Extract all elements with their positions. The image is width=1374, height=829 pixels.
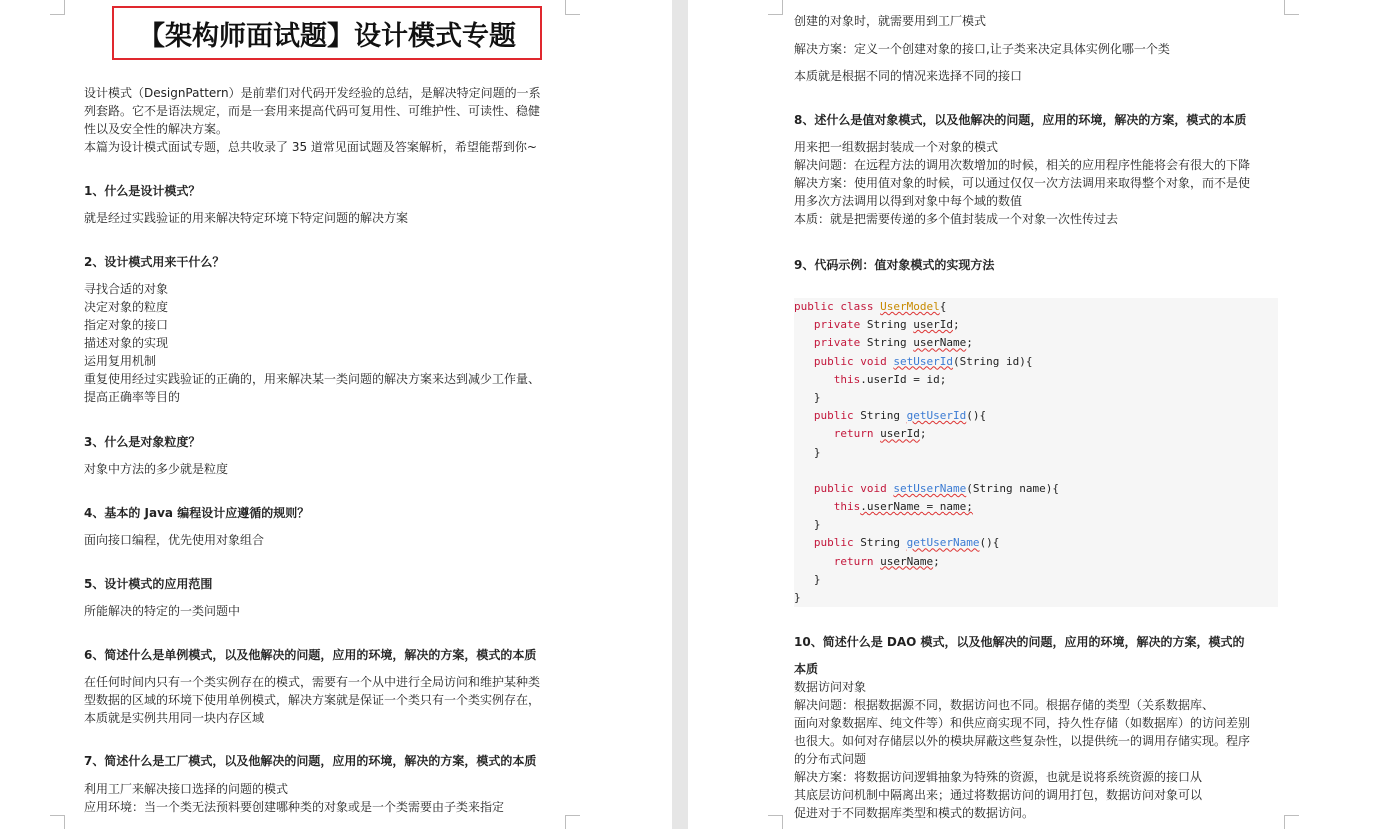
intro-line: 本篇为设计模式面试专题，总共收录了 35 道常见面试题及答案解析，希望能帮到你~ — [84, 140, 537, 154]
answer-line: 用多次方法调用以得到对象中每个域的数值 — [794, 194, 1023, 208]
answer-block — [794, 138, 1250, 228]
code-type: String — [866, 318, 907, 332]
page-corner-mark — [768, 815, 783, 829]
code-token: } — [813, 518, 821, 532]
code-token: } — [794, 591, 801, 604]
answer-block — [84, 780, 504, 816]
code-token: } — [813, 572, 821, 586]
answer-line: 的分布式问题 — [794, 752, 867, 766]
page-corner-mark — [768, 0, 783, 15]
answer-line: 解决方案：将数据访问逻辑抽象为特殊的资源，也就是说将系统资源的接口从 — [794, 770, 1203, 784]
code-keyword: return — [833, 554, 874, 568]
question-heading: 5、设计模式的应用范围 — [84, 577, 213, 591]
answer-line: 解决问题：根据数据源不同，数据访问也不同。根据存储的类型（关系数据库、 — [794, 698, 1215, 712]
answer-line: 解决方案：使用值对象的时候，可以通过仅仅一次方法调用来取得整个对象，而不是使 — [794, 176, 1251, 190]
page-corner-mark — [1284, 815, 1299, 829]
code-line — [794, 480, 1278, 498]
answer-line: 重复使用经过实践验证的正确的，用来解决某一类问题的解决方案来达到减少工作量、 — [84, 372, 541, 386]
question-heading-continued: 本质 — [794, 662, 819, 676]
answer-line: 本质：就是把需要传递的多个值封装成一个对象一次性传过去 — [794, 212, 1119, 226]
code-line — [794, 571, 1278, 589]
code-keyword: public — [813, 481, 854, 495]
code-line — [794, 353, 1278, 371]
code-keyword: void — [860, 481, 887, 495]
code-line — [794, 498, 1278, 516]
code-identifier: userName — [880, 554, 934, 568]
document-page-right — [688, 0, 1374, 829]
code-type: String — [866, 336, 907, 350]
code-token: } — [813, 445, 821, 459]
code-identifier: userName — [913, 336, 967, 350]
code-keyword: public — [813, 536, 854, 550]
code-line — [794, 371, 1278, 389]
intro-line: 列套路。它不是语法规定，而是一套用来提高代码可复用性、可维护性、可读性、稳健 — [84, 104, 541, 118]
code-token: } — [813, 390, 821, 404]
code-type: String — [860, 536, 900, 550]
answer-line: 其底层访问机制中隔离出来；通过将数据访问的调用打包，数据访问对象可以 — [794, 788, 1203, 802]
code-keyword: class — [840, 300, 874, 313]
code-token: (){ — [979, 536, 1000, 550]
code-keyword: public — [813, 409, 854, 423]
intro-line: 设计模式（DesignPattern）是前辈们对代码开发经验的总结，是解决特定问题的一系 — [84, 86, 541, 100]
page-corner-mark — [565, 0, 580, 15]
answer-line: 本质就是根据不同的情况来选择不同的接口 — [794, 69, 1023, 83]
intro-line: 性以及安全性的解决方案。 — [84, 122, 229, 136]
question-heading: 1、什么是设计模式？ — [84, 184, 201, 198]
answer-line: 应用环境：当一个类无法预料要创建哪种类的对象或是一个类需要由子类来指定 — [84, 800, 505, 814]
code-keyword: public — [794, 300, 834, 313]
question-heading: 2、设计模式用来干什么？ — [84, 255, 225, 269]
code-keyword: void — [860, 354, 887, 368]
answer-block — [84, 673, 540, 727]
answer-line: 提高正确率等目的 — [84, 390, 181, 404]
code-line — [794, 389, 1278, 407]
answer-line: 面向对象数据库、纯文件等）和供应商实现不同，持久性存储（如数据库）的访问差别 — [794, 716, 1251, 730]
question-heading: 10、简述什么是 DAO 模式，以及他解决的问题，应用的环境，解决的方案，模式的 — [794, 635, 1245, 649]
answer-line: 运用复用机制 — [84, 354, 157, 368]
code-token: ; — [933, 554, 940, 568]
answer-line: 数据访问对象 — [794, 680, 867, 694]
answer-line: 利用工厂来解决接口选择的问题的模式 — [84, 782, 289, 796]
code-line — [794, 316, 1278, 334]
answer-line: 解决方案：定义一个创建对象的接口,让子类来决定具体实例化哪一个类 — [794, 42, 1170, 56]
answer-line: 就是经过实践验证的用来解决特定环境下特定问题的解决方案 — [84, 211, 409, 225]
answer-line: 在任何时间内只有一个类实例存在的模式，需要有一个从中进行全局访问和维护某种类 — [84, 675, 541, 689]
code-keyword: public — [813, 354, 854, 368]
code-identifier: userId — [913, 318, 953, 332]
page-corner-mark — [50, 815, 65, 829]
question-heading: 9、代码示例：值对象模式的实现方法 — [794, 258, 995, 272]
answer-block — [84, 280, 540, 406]
page-corner-mark — [1284, 0, 1299, 15]
code-line — [794, 444, 1278, 462]
code-method-name: getUserId — [906, 409, 967, 423]
code-token: ; — [952, 318, 960, 332]
answer-line: 对象中方法的多少就是粒度 — [84, 462, 229, 476]
document-page-left — [0, 0, 672, 829]
code-token: (String name){ — [966, 481, 1059, 495]
code-line — [794, 553, 1278, 571]
question-heading: 4、基本的 Java 编程设计应遵循的规则？ — [84, 506, 310, 520]
answer-line: 指定对象的接口 — [84, 318, 169, 332]
answer-line: 所能解决的特定的一类问题中 — [84, 604, 241, 618]
code-keyword: private — [813, 336, 861, 350]
question-heading: 3、什么是对象粒度？ — [84, 435, 201, 449]
code-token: (String id){ — [952, 354, 1033, 368]
code-method-name: setUserName — [893, 481, 967, 495]
code-line — [794, 425, 1278, 443]
answer-line: 解决问题：在远程方法的调用次数增加的时候，相关的应用程序性能将会有很大的下降 — [794, 158, 1251, 172]
page-corner-mark — [50, 0, 65, 15]
answer-block — [794, 678, 1250, 822]
code-line — [794, 516, 1278, 534]
answer-line: 创建的对象时，就需要用到工厂模式 — [794, 14, 987, 28]
question-heading: 7、简述什么是工厂模式，以及他解决的问题，应用的环境，解决的方案，模式的本质 — [84, 754, 537, 768]
answer-line: 描述对象的实现 — [84, 336, 169, 350]
code-line — [794, 334, 1278, 352]
document-title: 【架构师面试题】设计模式专题 — [112, 6, 542, 60]
code-method-name: setUserId — [893, 354, 953, 368]
code-keyword: this — [833, 500, 861, 514]
code-keyword: this — [833, 372, 861, 386]
answer-line: 用来把一组数据封装成一个对象的模式 — [794, 140, 999, 154]
answer-line: 促进对于不同数据库类型和模式的数据访问。 — [794, 806, 1035, 820]
code-identifier: userId — [880, 427, 920, 441]
code-keyword: private — [813, 318, 861, 332]
code-token: { — [939, 300, 947, 313]
code-token: (){ — [966, 409, 987, 423]
answer-line: 型数据的区域的环境下使用单例模式，解决方案就是保证一个类只有一个类实例存在， — [84, 693, 541, 707]
code-token: .userId = id; — [860, 372, 947, 386]
answer-line: 面向接口编程，优先使用对象组合 — [84, 533, 265, 547]
code-token: ; — [919, 427, 927, 441]
answer-line: 决定对象的粒度 — [84, 300, 169, 314]
question-heading: 6、简述什么是单例模式，以及他解决的问题，应用的环境，解决的方案，模式的本质 — [84, 648, 537, 662]
page-corner-mark — [565, 815, 580, 829]
code-line — [794, 298, 1278, 316]
question-heading: 8、述什么是值对象模式，以及他解决的问题，应用的环境，解决的方案，模式的本质 — [794, 113, 1247, 127]
code-line — [794, 534, 1278, 552]
answer-line: 寻找合适的对象 — [84, 282, 169, 296]
code-class-name: UserModel — [880, 300, 940, 313]
code-line — [794, 589, 1278, 607]
intro-paragraph — [84, 84, 541, 156]
code-line-blank — [794, 462, 1278, 480]
code-token: ; — [966, 336, 973, 350]
code-block — [794, 298, 1278, 607]
code-line — [794, 407, 1278, 425]
code-token: .userName = name; — [860, 500, 973, 514]
code-method-name: getUserName — [906, 536, 980, 550]
answer-line: 本质就是实例共用同一块内存区域 — [84, 711, 265, 725]
code-keyword: return — [833, 427, 874, 441]
code-type: String — [860, 409, 900, 423]
answer-line: 也很大。如何对存储层以外的模块屏蔽这些复杂性，以提供统一的调用存储实现。程序 — [794, 734, 1251, 748]
